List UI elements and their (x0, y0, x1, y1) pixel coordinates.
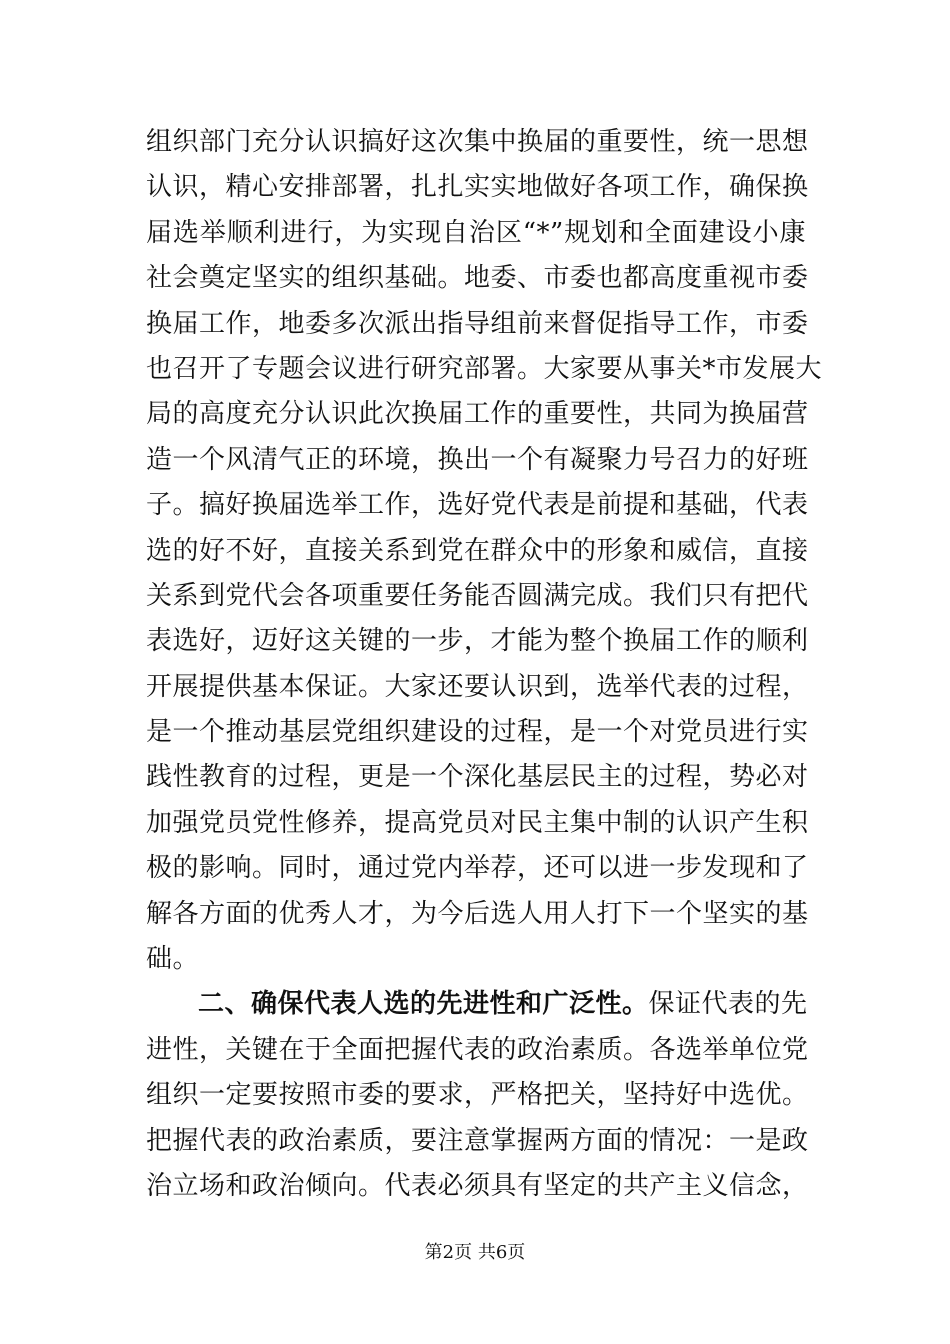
body-line: 开展提供基本保证。大家还要认识到，选举代表的过程， (146, 671, 809, 702)
body-line: 选的好不好，直接关系到党在群众中的形象和威信，直接 (146, 535, 809, 566)
body-line: 进性，关键在于全面把握代表的政治素质。各选举单位党 (146, 1034, 809, 1065)
body-line: 认识，精心安排部署，扎扎实实地做好各项工作，确保换 (146, 172, 809, 203)
body-line: 是一个推动基层党组织建设的过程，是一个对党员进行实 (146, 717, 809, 748)
body-line: 把握代表的政治素质，要注意掌握两方面的情况：一是政 (146, 1125, 809, 1156)
body-line: 加强党员党性修养，提高党员对民主集中制的认识产生积 (146, 807, 809, 838)
body-line: 础。 (146, 944, 200, 975)
section-heading: 二、确保代表人选的先进性和广泛性。 (198, 989, 649, 1020)
document-body (146, 120, 823, 1209)
body-line: 解各方面的优秀人才，为今后选人用人打下一个坚实的基 (146, 898, 809, 929)
body-line: 关系到党代会各项重要任务能否圆满完成。我们只有把代 (146, 580, 809, 611)
body-line: 极的影响。同时，通过党内举荐，还可以进一步发现和了 (146, 853, 809, 884)
body-line: 也召开了专题会议进行研究部署。大家要从事关*市发展大 (146, 353, 823, 384)
body-line: 社会奠定坚实的组织基础。地委、市委也都高度重视市委 (146, 263, 809, 294)
body-line: 换届工作，地委多次派出指导组前来督促指导工作，市委 (146, 308, 809, 339)
section-heading-rest: 保证代表的先 (648, 989, 808, 1020)
body-line: 践性教育的过程，更是一个深化基层民主的过程，势必对 (146, 762, 809, 793)
body-line: 子。搞好换届选举工作，选好党代表是前提和基础，代表 (146, 490, 809, 521)
body-line: 局的高度充分认识此次换届工作的重要性，共同为换届营 (146, 399, 809, 430)
body-line: 表选好，迈好这关键的一步，才能为整个换届工作的顺利 (146, 626, 809, 657)
body-line: 组织一定要按照市委的要求，严格把关，坚持好中选优。 (146, 1080, 809, 1111)
body-line: 组织部门充分认识搞好这次集中换届的重要性，统一思想 (146, 127, 809, 157)
page-number-footer: 第2页 共6页 (424, 1242, 526, 1263)
section-heading-line (146, 982, 806, 1027)
body-line: 造一个风清气正的环境，换出一个有凝聚力号召力的好班 (146, 444, 809, 475)
body-line: 届选举顺利进行，为实现自治区“*”规划和全面建设小康 (146, 217, 806, 248)
body-line: 治立场和政治倾向。代表必须具有坚定的共产主义信念， (146, 1170, 809, 1201)
